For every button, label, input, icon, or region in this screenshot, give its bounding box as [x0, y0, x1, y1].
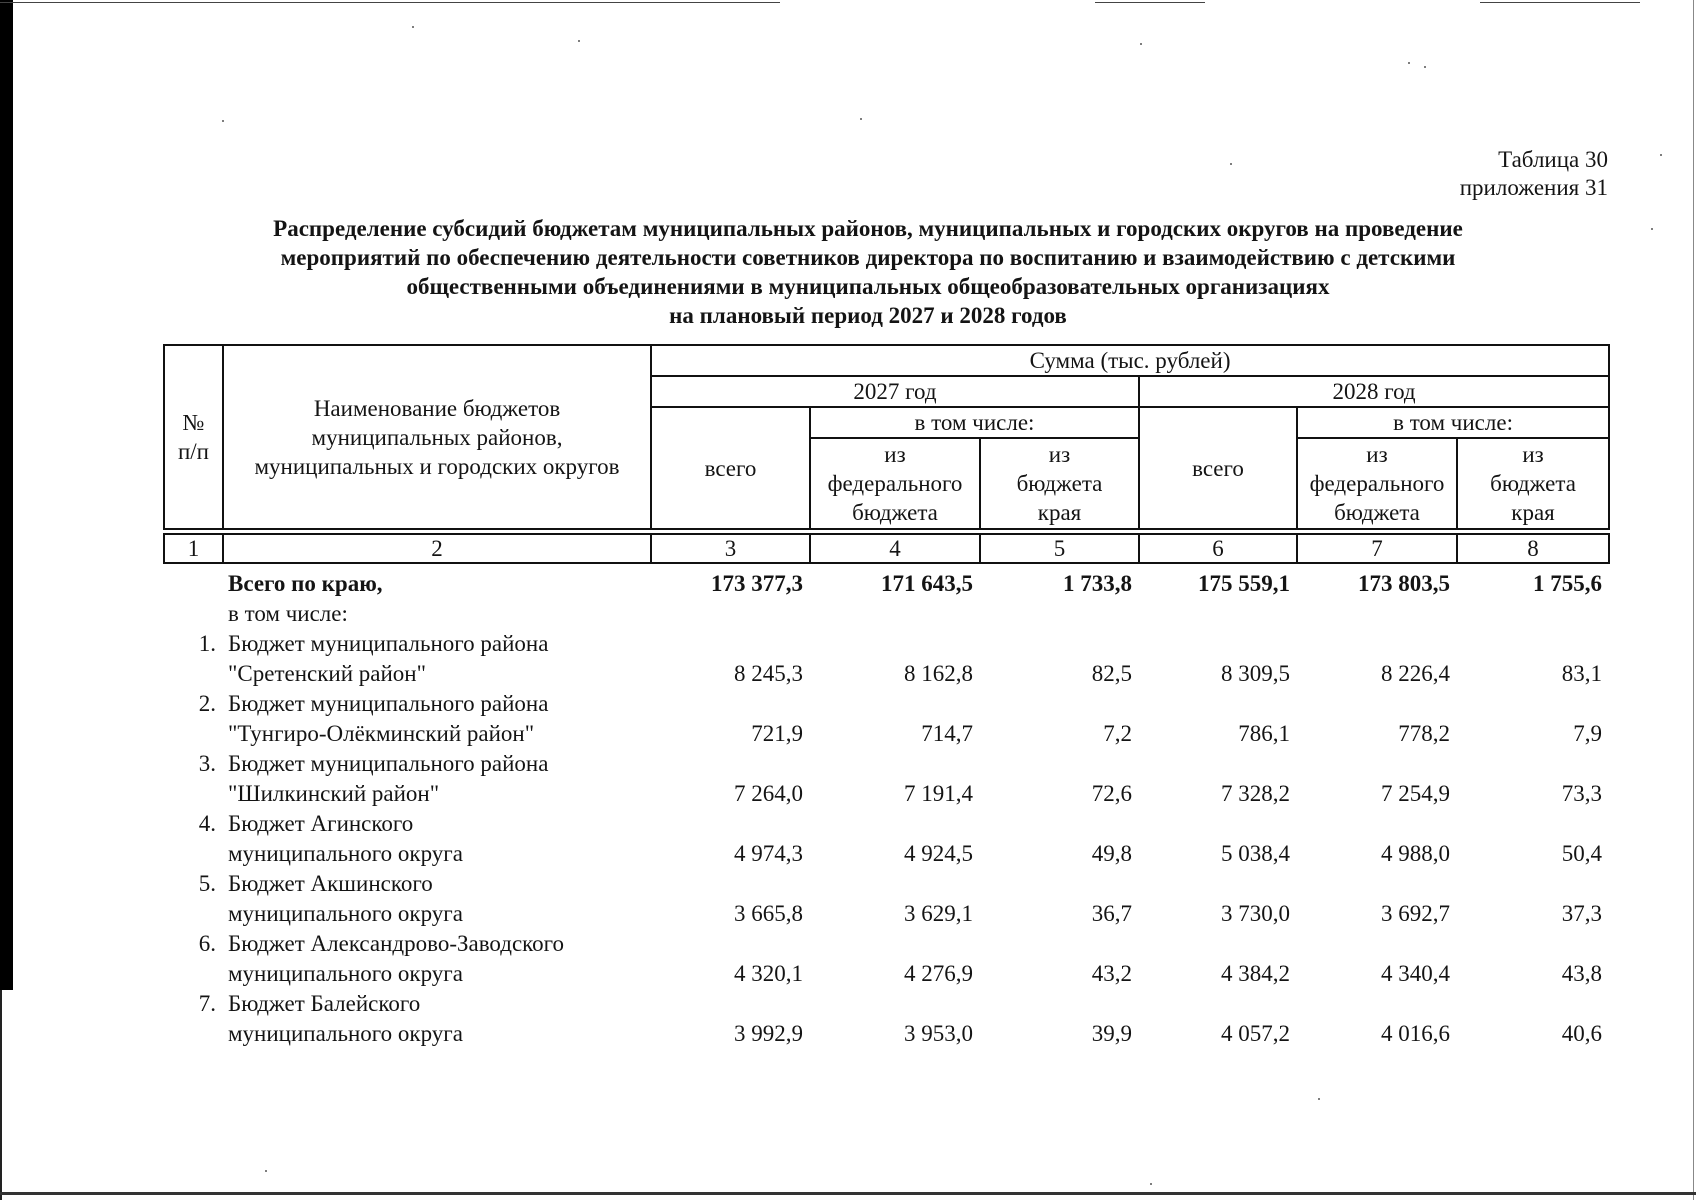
scan-speck: [1230, 163, 1232, 165]
row-name-line-1: Бюджет муниципального района: [228, 631, 549, 656]
cell-regional-2028: 40,6: [1561, 1021, 1602, 1046]
cell-regional-2028: 43,8: [1561, 961, 1602, 986]
cell-federal-2028: 8 226,4: [1381, 661, 1450, 686]
cell-total-2028: 7 328,2: [1221, 781, 1290, 806]
scan-edge-right: [1693, 0, 1694, 1200]
scan-edge-bottom: [0, 1192, 1696, 1195]
row-name-line-2: муниципального округа: [228, 1021, 463, 1046]
table-row: [163, 749, 1608, 809]
cell-total-2028: 5 038,4: [1221, 841, 1290, 866]
cell-total-2028: 4 057,2: [1221, 1021, 1290, 1046]
cell-regional-2028: 73,3: [1561, 781, 1602, 806]
header-regional-2027: из бюджета края: [980, 438, 1139, 529]
cell-total-2028: 4 384,2: [1221, 961, 1290, 986]
cell-total-2028: 175 559,1: [1198, 571, 1290, 596]
row-name-line-1: Бюджет Александрово-Заводского: [228, 931, 565, 956]
cell-total-2028: 8 309,5: [1221, 661, 1290, 686]
row-name: [222, 689, 650, 749]
row-name-line-2: "Тунгиро-Олёкминский район": [228, 721, 535, 746]
header-total-2028: всего: [1139, 407, 1297, 529]
cell-federal-2028: 4 340,4: [1381, 961, 1450, 986]
scan-speck: [1408, 62, 1410, 64]
table-row: [163, 869, 1608, 929]
cell-federal-2027: 171 643,5: [881, 571, 973, 596]
cell-federal-2028: 173 803,5: [1358, 571, 1450, 596]
column-index: 5: [980, 534, 1139, 563]
cell-federal-2028: 7 254,9: [1381, 781, 1450, 806]
scan-speck: [1140, 43, 1142, 45]
scan-speck: [578, 40, 580, 42]
row-number: 6.: [198, 931, 216, 956]
row-name-line-2: муниципального округа: [228, 841, 463, 866]
table-number: Таблица 30: [1498, 147, 1608, 172]
cell-regional-2027: 82,5: [1091, 661, 1132, 686]
row-name-line-2: "Шилкинский район": [228, 781, 440, 806]
column-index: 6: [1139, 534, 1297, 563]
scan-speck: [1660, 154, 1662, 156]
scan-edge-left: [0, 0, 13, 990]
cell-total-2027: 4 320,1: [734, 961, 803, 986]
row-name-line-1: Бюджет Акшинского: [228, 871, 433, 896]
table-row: [163, 629, 1608, 689]
table-row-total: [163, 569, 1608, 599]
column-index: 2: [223, 534, 651, 563]
cell-federal-2027: 714,7: [921, 721, 973, 746]
row-name: [222, 929, 650, 989]
cell-total-2027: 3 665,8: [734, 901, 803, 926]
row-number: 3.: [198, 751, 216, 776]
header-year-2027: 2027 год: [651, 376, 1139, 407]
row-name: Всего по краю,: [228, 571, 383, 596]
cell-total-2028: 786,1: [1238, 721, 1290, 746]
scan-speck: [1150, 1183, 1152, 1185]
title-line: мероприятий по обеспечению деятельности советников директора по воспитанию и взаимодействию с детскими: [280, 245, 1456, 270]
cell-total-2027: 721,9: [751, 721, 803, 746]
row-number: 2.: [198, 691, 216, 716]
column-index: 8: [1457, 534, 1609, 563]
row-name: [222, 989, 650, 1049]
row-number: 7.: [198, 991, 216, 1016]
column-index: 7: [1297, 534, 1457, 563]
cell-regional-2027: 72,6: [1091, 781, 1132, 806]
cell-regional-2027: 39,9: [1091, 1021, 1132, 1046]
row-number: 4.: [198, 811, 216, 836]
cell-regional-2028: 50,4: [1561, 841, 1602, 866]
header-regional-2028: из бюджета края: [1457, 438, 1609, 529]
header-sum: Сумма (тыс. рублей): [651, 345, 1609, 376]
cell-regional-2027: 1 733,8: [1063, 571, 1132, 596]
row-name-line-1: Бюджет муниципального района: [228, 751, 549, 776]
cell-total-2027: 4 974,3: [734, 841, 803, 866]
scan-edge-left-thin: [0, 990, 2, 1200]
header-federal-2028: из федерального бюджета: [1297, 438, 1457, 529]
column-index: 1: [164, 534, 223, 563]
scan-speck: [222, 120, 224, 122]
cell-federal-2027: 4 276,9: [904, 961, 973, 986]
table-body: [163, 569, 1608, 1049]
cell-federal-2027: 3 629,1: [904, 901, 973, 926]
row-name: [222, 869, 650, 929]
table-row: [163, 929, 1608, 989]
scan-speck: [1651, 228, 1653, 230]
cell-regional-2028: 7,9: [1573, 721, 1602, 746]
cell-federal-2028: 3 692,7: [1381, 901, 1450, 926]
row-name: [222, 749, 650, 809]
scan-speck: [1424, 66, 1426, 68]
cell-federal-2028: 4 016,6: [1381, 1021, 1450, 1046]
cell-regional-2027: 43,2: [1091, 961, 1132, 986]
table-caption: [1460, 146, 1608, 202]
cell-federal-2027: 3 953,0: [904, 1021, 973, 1046]
cell-federal-2027: 7 191,4: [904, 781, 973, 806]
cell-federal-2028: 778,2: [1398, 721, 1450, 746]
header-col-number: № п/п: [164, 345, 223, 529]
row-name-line-1: Бюджет Агинского: [228, 811, 414, 836]
scan-speck: [265, 1170, 267, 1172]
scan-top-line: [1480, 2, 1640, 3]
document-title: [160, 214, 1576, 330]
cell-total-2027: 8 245,3: [734, 661, 803, 686]
cell-federal-2027: 8 162,8: [904, 661, 973, 686]
table-row: [163, 809, 1608, 869]
table-row-incl: [163, 599, 1608, 629]
column-index-row: [163, 533, 1610, 564]
title-line: Распределение субсидий бюджетам муниципальных районов, муниципальных и городских округов на проведение: [273, 216, 1463, 241]
cell-regional-2027: 49,8: [1091, 841, 1132, 866]
column-index: 4: [810, 534, 980, 563]
cell-total-2027: 3 992,9: [734, 1021, 803, 1046]
header-year-2028: 2028 год: [1139, 376, 1609, 407]
appendix-number: приложения 31: [1459, 175, 1608, 200]
row-name: [222, 809, 650, 869]
scan-top-line: [0, 2, 780, 3]
cell-regional-2028: 1 755,6: [1533, 571, 1602, 596]
header-incl-2028: в том числе:: [1297, 407, 1609, 438]
title-line: на плановый период 2027 и 2028 годов: [669, 303, 1067, 328]
scan-speck: [1318, 1098, 1320, 1100]
cell-total-2028: 3 730,0: [1221, 901, 1290, 926]
table-row: [163, 989, 1608, 1049]
cell-regional-2027: 36,7: [1091, 901, 1132, 926]
row-name-line-1: Бюджет муниципального района: [228, 691, 549, 716]
cell-federal-2028: 4 988,0: [1381, 841, 1450, 866]
cell-regional-2028: 83,1: [1561, 661, 1602, 686]
row-number: 5.: [198, 871, 216, 896]
scan-speck: [860, 118, 862, 120]
row-number: 1.: [198, 631, 216, 656]
table-header: [163, 344, 1610, 530]
cell-regional-2028: 37,3: [1561, 901, 1602, 926]
row-name-line-1: Бюджет Балейского: [228, 991, 421, 1016]
cell-regional-2027: 7,2: [1103, 721, 1132, 746]
column-index: 3: [651, 534, 810, 563]
header-col-name: Наименование бюджетов муниципальных районов, муниципальных и городских округов: [223, 345, 651, 529]
header-federal-2027: из федерального бюджета: [810, 438, 980, 529]
row-name-line-2: "Сретенский район": [228, 661, 426, 686]
title-line: общественными объединениями в муниципальных общеобразовательных организациях: [406, 274, 1330, 299]
header-total-2027: всего: [651, 407, 810, 529]
row-name-line-2: муниципального округа: [228, 961, 463, 986]
cell-federal-2027: 4 924,5: [904, 841, 973, 866]
cell-total-2027: 173 377,3: [711, 571, 803, 596]
scan-top-line: [1095, 2, 1205, 3]
header-incl-2027: в том числе:: [810, 407, 1139, 438]
table-row: [163, 689, 1608, 749]
row-incl-label: в том числе:: [228, 601, 348, 626]
row-name-line-2: муниципального округа: [228, 901, 463, 926]
row-name: [222, 629, 650, 689]
scan-speck: [412, 26, 414, 28]
cell-total-2027: 7 264,0: [734, 781, 803, 806]
